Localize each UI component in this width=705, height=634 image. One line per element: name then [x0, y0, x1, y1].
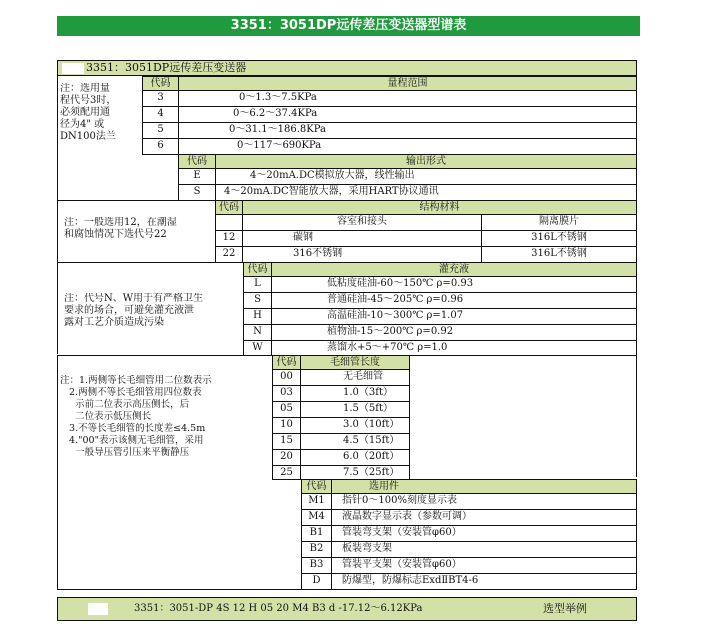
- fill-value-h: 高温硅油-10～300℃ ρ=1.07: [271, 308, 637, 325]
- example-label: 选型举例: [543, 602, 587, 615]
- options-code-b2: B2: [301, 541, 332, 558]
- options-code-d: D: [301, 573, 332, 590]
- options-value-b1: 管装弯支架（安装管φ60）: [331, 525, 637, 542]
- capillary-code-10: 10: [272, 417, 301, 434]
- example-code: 3351：3051-DP 4S 12 H 05 20 M4 B3 d -17.12～6.12KPa: [134, 603, 423, 614]
- capillary-code-03: 03: [272, 385, 301, 402]
- fill-code-s: S: [243, 292, 272, 309]
- capillary-code-header: 代码: [272, 355, 301, 370]
- capillary-code-25: 25: [272, 465, 301, 480]
- options-value-m4: 液晶数字显示表（参数可调）: [331, 509, 637, 526]
- capillary-value-15: 4.5（15ft）: [300, 433, 410, 450]
- range-note: 注：选用量 程代号3时， 必须配用通 径为4" 或 DN100法兰: [60, 83, 117, 142]
- material-code-22: 22: [215, 246, 243, 263]
- options-value-b3: 管装平支架（安装管φ60）: [331, 557, 637, 574]
- options-code-header: 代码: [301, 479, 332, 494]
- output-code-header: 代码: [178, 154, 216, 169]
- options-code-m4: M4: [301, 509, 332, 526]
- material-v2-22: 316L不锈钢: [481, 246, 637, 263]
- range-value-4: 0～6.2～37.4KPa: [178, 106, 637, 123]
- material-code-header: 代码: [215, 200, 243, 215]
- output-label: 输出形式: [215, 154, 637, 169]
- range-code-6: 6: [142, 138, 179, 155]
- output-code-s: S: [178, 184, 216, 201]
- material-col2-header: 隔离膜片: [481, 214, 637, 231]
- model-header: [57, 60, 637, 76]
- material-v1-12: 碳钢: [242, 230, 482, 247]
- options-code-b1: B1: [301, 525, 332, 542]
- fill-label: 灌充液: [271, 262, 637, 277]
- capillary-code-20: 20: [272, 449, 301, 466]
- options-value-b2: 板装弯支架: [331, 541, 637, 558]
- capillary-value-10: 3.0（10ft）: [300, 417, 410, 434]
- range-code-3: 3: [142, 90, 179, 107]
- options-value-d: 防爆型，防爆标志ExdⅡBT4-6: [331, 573, 637, 590]
- capillary-value-25: 7.5（25ft）: [300, 465, 410, 480]
- capillary-code-05: 05: [272, 401, 301, 418]
- capillary-code-00: 00: [272, 369, 301, 386]
- range-code-header: 代码: [142, 76, 179, 91]
- options-value-m1: 指针0～100%刻度显示表: [331, 493, 637, 510]
- range-value-3: 0～1.3～7.5KPa: [178, 90, 637, 107]
- material-v1-22: 316不锈钢: [242, 246, 482, 263]
- capillary-code-15: 15: [272, 433, 301, 450]
- capillary-label: 毛细管长度: [300, 355, 410, 370]
- output-value-e: 4～20mA.DC模拟放大器，线性输出: [215, 168, 637, 185]
- page-title: 3351：3051DP远传差压变送器型谱表: [57, 16, 640, 36]
- range-value-6: 0～117～690KPa: [178, 138, 637, 155]
- output-code-e: E: [178, 168, 216, 185]
- redaction-mask: [88, 603, 108, 615]
- fill-value-n: 植物油-15～200℃ ρ=0.92: [271, 324, 637, 341]
- capillary-note: 注：1.两侧等长毛细管用二位数表示 2.两侧不等长毛细管用四位数表 示前二位表示高压侧长，后 二位表示低压侧长 3.不等长毛细管的长度差≤4.5m 4."00"表示该侧无毛细管，采用 一般导压管引压来平衡静压: [60, 375, 212, 458]
- options-label: 选用件: [331, 479, 637, 494]
- material-label: 结构材料: [242, 200, 637, 215]
- fill-value-w: 蒸馏水+5～+70℃ ρ=1.0: [271, 340, 637, 356]
- range-code-5: 5: [142, 122, 179, 139]
- output-blank-box: [57, 154, 178, 200]
- fill-code-h: H: [243, 308, 272, 325]
- range-label: 量程范围: [178, 76, 637, 91]
- options-left-blank: [57, 477, 301, 590]
- material-v2-12: 316L不锈钢: [481, 230, 637, 247]
- capillary-value-00: 无毛细管: [300, 369, 410, 386]
- options-code-b3: B3: [301, 557, 332, 574]
- redaction-mask: [62, 63, 84, 74]
- fill-note: 注：代号N、W用于有严格卫生 要求的场合，可避免灌充液泄 露对工艺介质造成污染: [64, 293, 204, 328]
- material-col1-header: 容室和接头: [242, 214, 482, 231]
- capillary-right-blank: [409, 355, 637, 477]
- material-code-12: 12: [215, 230, 243, 247]
- fill-value-s: 普通硅油-45～205℃ ρ=0.96: [271, 292, 637, 309]
- fill-code-l: L: [243, 276, 272, 293]
- options-code-m1: M1: [301, 493, 332, 510]
- fill-code-header: 代码: [243, 262, 272, 277]
- fill-code-w: W: [243, 340, 272, 356]
- range-code-4: 4: [142, 106, 179, 123]
- capillary-value-05: 1.5（5ft）: [300, 401, 410, 418]
- model-name: 3351：3051DP远传差压变送器: [86, 61, 247, 74]
- material-note: 注：一般选用12，在潮湿 和腐蚀情况下选代号22: [64, 217, 177, 240]
- range-value-5: 0～31.1～186.8KPa: [178, 122, 637, 139]
- fill-value-l: 低粘度硅油-60～150℃ ρ=0.93: [271, 276, 637, 293]
- fill-code-n: N: [243, 324, 272, 341]
- example-row: [57, 597, 637, 621]
- capillary-value-03: 1.0（3ft）: [300, 385, 410, 402]
- output-value-s: 4～20mA.DC智能放大器，采用HART协议通讯: [215, 184, 637, 201]
- capillary-value-20: 6.0（20ft）: [300, 449, 410, 466]
- material-code-blank: [215, 214, 243, 231]
